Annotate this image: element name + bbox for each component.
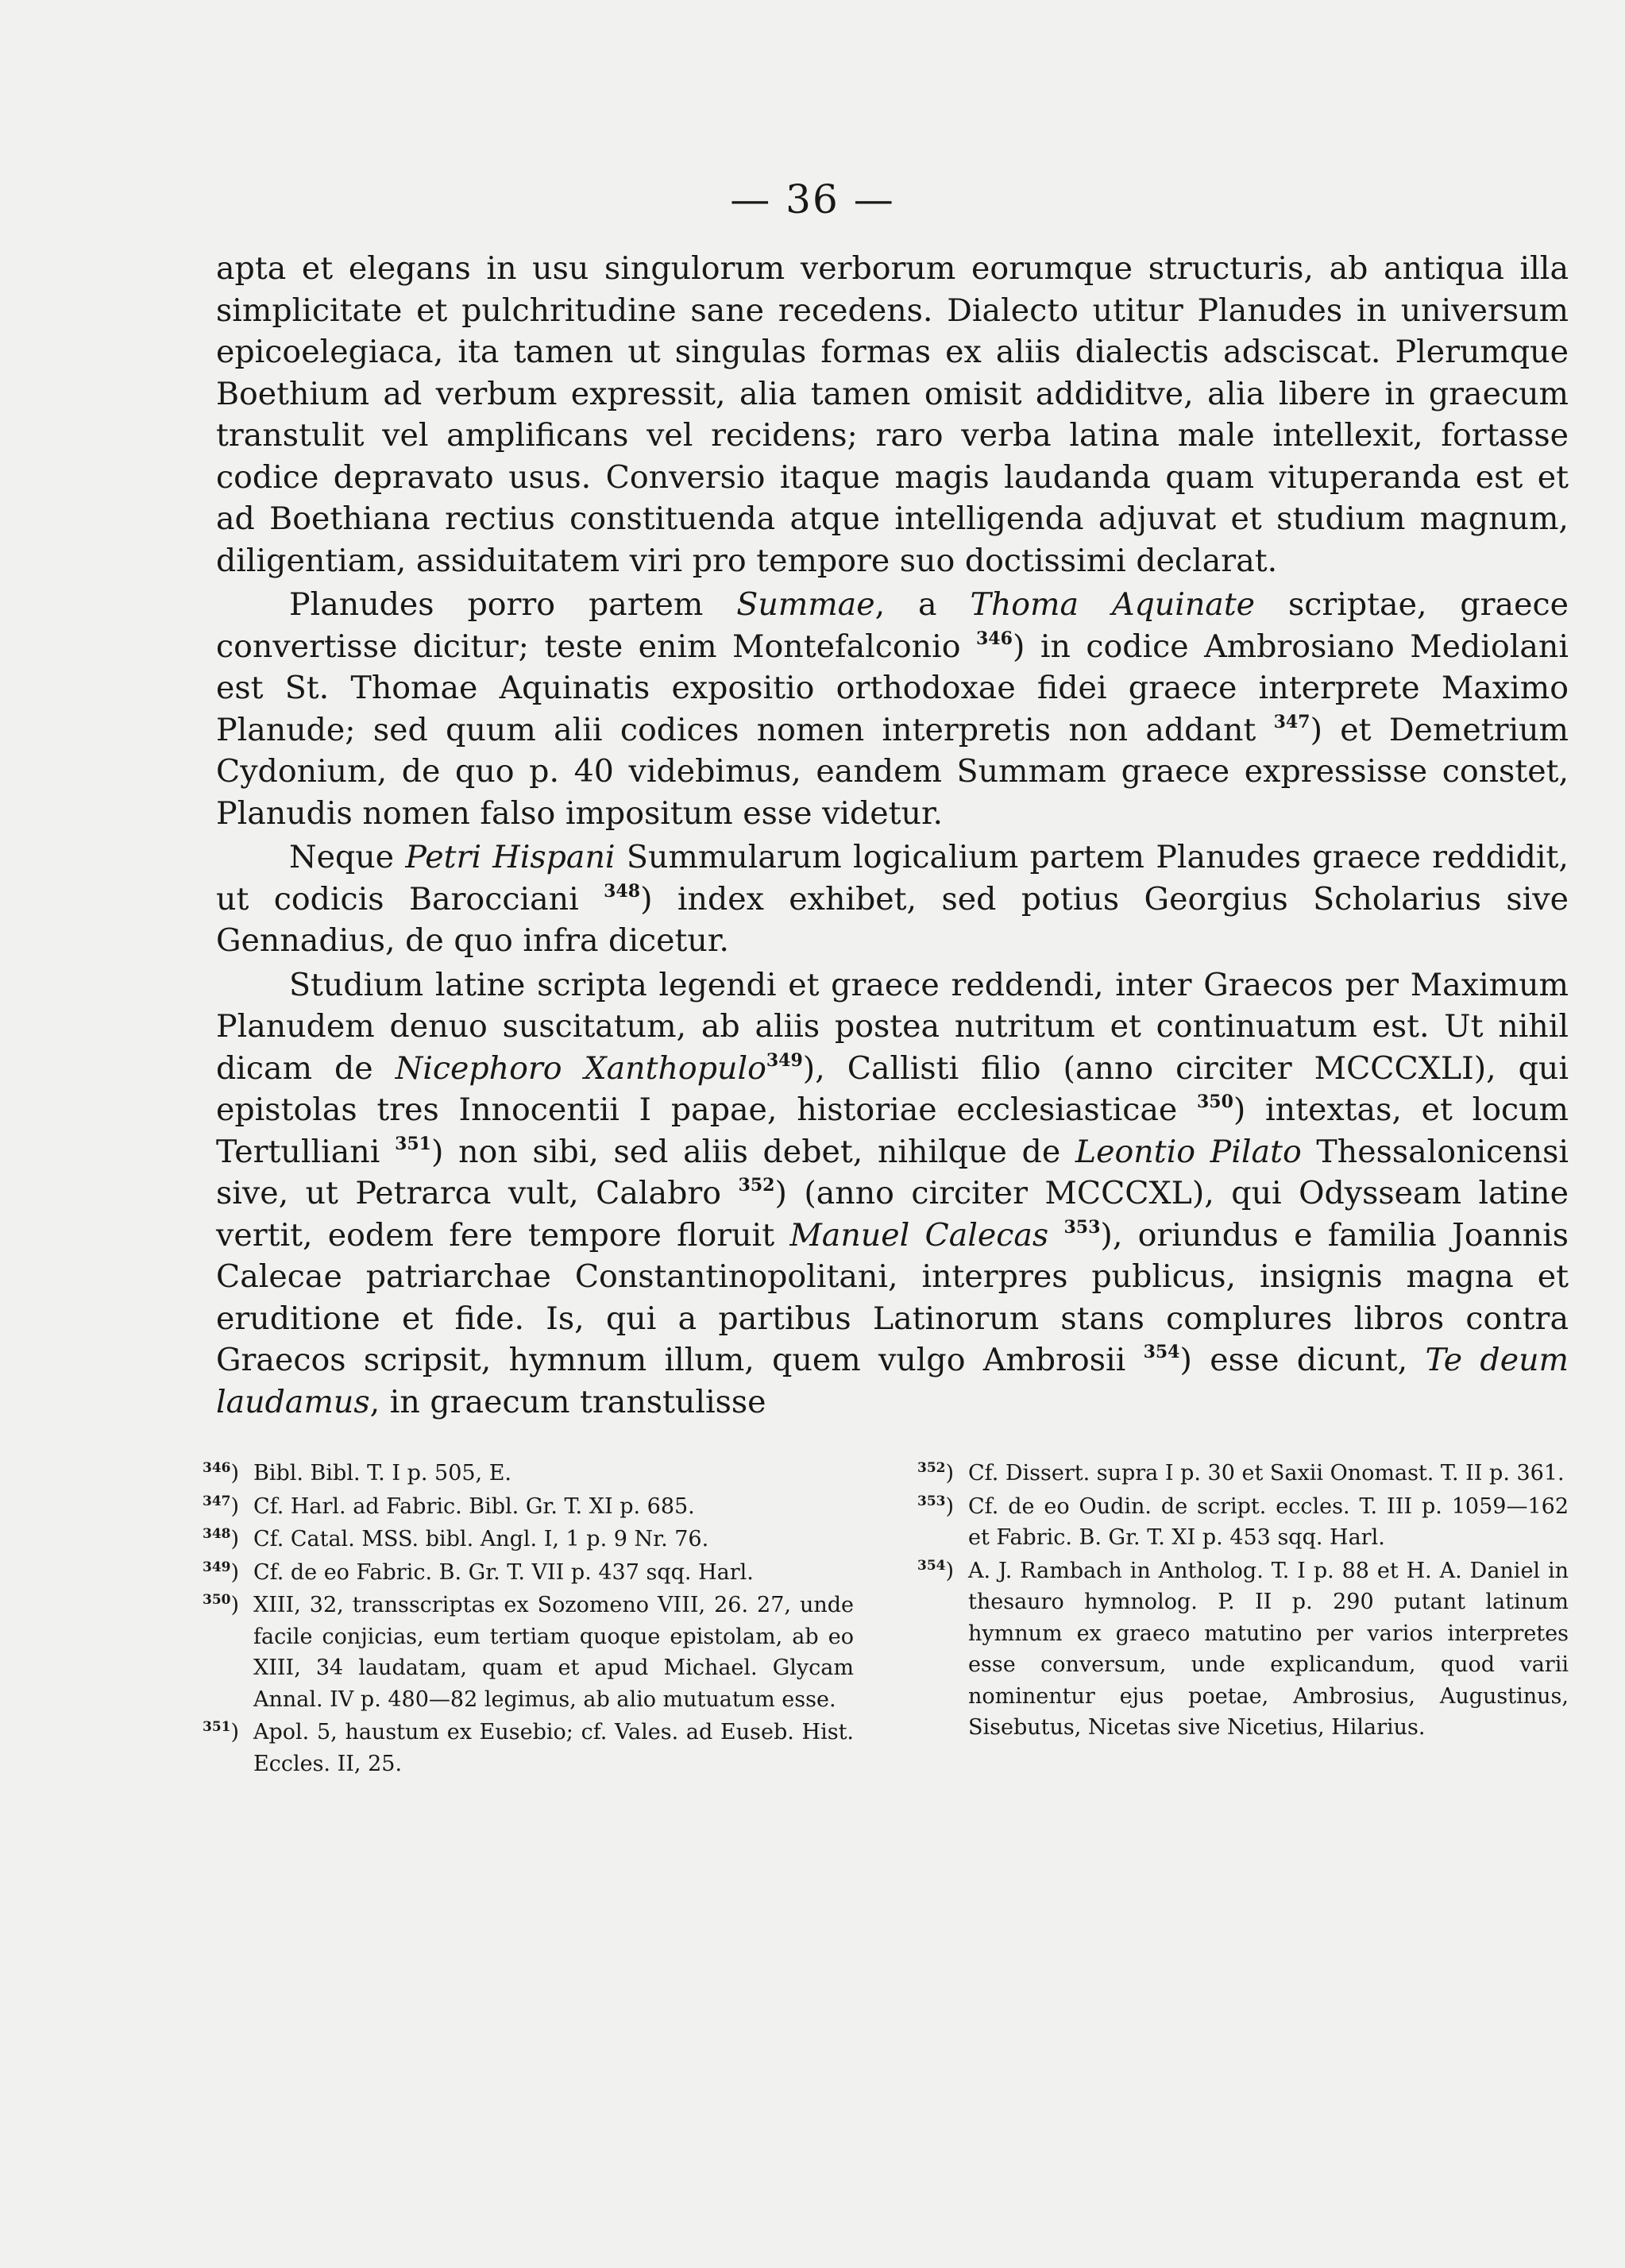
- paragraph: [216, 248, 1569, 581]
- footnote-marker: $^{348}$): [203, 1526, 240, 1551]
- footnote-text: XIII, 32, transscriptas ex Sozomeno VIII, 26. 27, unde facile conjicias, eum tertiam quoque epistolam, ab eo XIII, 34 laudatam, quam et apud Michael. Glycam Annal. IV p. 480—82 legimus, ab alio mutuatum esse.: [253, 1593, 854, 1712]
- text-run: Studium latine scripta legendi et graece reddendi, inter Graecos per Maximum Planudem denuo suscitatum, ab aliis postea nutritum et continuatum est. Ut nihil dicam de: [216, 966, 1569, 1087]
- footnote-ref: 348: [604, 880, 641, 902]
- footnote-number: 349: [203, 1559, 231, 1575]
- footnote-ref: 347: [1273, 711, 1310, 732]
- paragraph: [216, 964, 1569, 1424]
- page-number: — 36 —: [730, 176, 895, 222]
- footnote-marker: $^{346}$): [203, 1460, 240, 1486]
- text-run: ) esse dicunt,: [1179, 1342, 1426, 1378]
- footnote: [917, 1555, 1569, 1744]
- text-run: Thessalonicensi sive, ut Petrarca vult, Calabro: [216, 1133, 1569, 1211]
- italic-name: Manuel Calecas: [789, 1216, 1049, 1254]
- text-run: ) et Demetrium Cydonium, de quo p. 40 videbimus, eandem Summam graece expressisse constet, Planudis nomen falso impositum esse videtur.: [216, 711, 1569, 832]
- italic-name: Nicephoro Xanthopulo: [395, 1049, 766, 1087]
- footnote-text: Cf. Catal. MSS. bibl. Angl. I, 1 p. 9 Nr. 76.: [253, 1527, 709, 1551]
- footnote-marker: $^{353}$): [917, 1493, 955, 1519]
- text-run: [1048, 1217, 1063, 1254]
- italic-name: Petri Hispani: [405, 839, 616, 875]
- footnote-number: 352: [917, 1460, 946, 1476]
- footnote-ref: 352: [738, 1175, 775, 1196]
- text-run: Summularum logicalium partem Planudes graece reddidit, ut codicis Barocciani: [216, 839, 1569, 918]
- footnote: [203, 1491, 854, 1523]
- paragraph: [216, 584, 1569, 834]
- text-run: , a: [874, 586, 971, 623]
- footnote-number: 351: [203, 1719, 231, 1735]
- footnote-text: Cf. de eo Fabric. B. Gr. T. VII p. 437 sqq. Harl.: [253, 1559, 754, 1585]
- footnote-marker: $^{351}$): [203, 1719, 240, 1744]
- footnote: [917, 1491, 1569, 1554]
- main-text: [216, 248, 1569, 1423]
- text-run: ) (anno circiter MCCCXL), qui Odysseam latine vertit, eodem fere tempore floruit: [216, 1175, 1569, 1254]
- footnote-text: Apol. 5, haustum ex Eusebio; cf. Vales. ad Euseb. Hist. Eccles. II, 25.: [253, 1720, 854, 1776]
- footnote-ref: 353: [1063, 1216, 1101, 1238]
- footnote-text: Cf. Dissert. supra I p. 30 et Saxii Onomast. T. II p. 361.: [968, 1461, 1565, 1486]
- text-run: ) non sibi, sed aliis debet, nihilque de: [431, 1133, 1075, 1170]
- footnote-number: 354: [917, 1557, 946, 1574]
- text-run: ) index exhibet, sed potius Georgius Scholarius sive Gennadius, de quo infra dicetur.: [216, 880, 1569, 959]
- footnote-marker: $^{354}$): [917, 1557, 955, 1583]
- footnote-text: Cf. de eo Oudin. de script. eccles. T. III p. 1059—162 et Fabric. B. Gr. T. XI p. 453 sqq. Harl.: [968, 1493, 1569, 1550]
- footnote-number: 348: [203, 1526, 231, 1542]
- text-run: ), oriundus e familia Joannis Calecae patriarchae Constantinopolitani, interpres publicus, insignis magna et eruditione et fide. Is, qui a partibus Latinorum stans complures libros contra Graecos scripsit, hymnum illum, quem vulgo Ambrosii: [216, 1216, 1569, 1378]
- footnote-number: 346: [203, 1460, 231, 1476]
- italic-name: Leontio Pilato: [1075, 1133, 1302, 1170]
- footnote-marker: $^{350}$): [203, 1592, 240, 1617]
- footnote: [203, 1717, 854, 1779]
- text-run: apta et elegans in usu singulorum verborum eorumque structuris, ab antiqua illa simplicitate et pulchritudine sane recedens. Dialecto utitur Planudes in universum epicoelegiaca, ita tamen ut singulas formas ex aliis dialectis adsciscat. Plerumque Boethium ad verbum expressit, alia tamen omisit addiditve, alia libere in graecum transtulit vel amplificans vel recidens; raro verba latina male intellexit, fortasse codice depravato usus. Conversio itaque magis laudanda quam vituperanda est et ad Boethiana rectius constituenda atque intelligenda adjuvat et studium magnum, diligentiam, assiduitatem viri pro tempore suo doctissimi declarat.: [216, 250, 1569, 579]
- footnote-marker: $^{347}$): [203, 1493, 240, 1519]
- footnote-number: 353: [917, 1493, 946, 1509]
- footnote: [917, 1458, 1569, 1489]
- footnote-text: A. J. Rambach in Antholog. T. I p. 88 et H. A. Daniel in thesauro hymnolog. P. II p. 290 putant latinum hymnum ex graeco matutino per varios interpretes esse conversum, unde explicandum, quod varii nominentur ejus poetae, Ambrosius, Augustinus, Sisebutus, Nicetas sive Nicetius, Hilarius.: [968, 1558, 1569, 1740]
- italic-name: Summae: [736, 586, 875, 623]
- footnote-ref: 350: [1196, 1091, 1233, 1112]
- footnote: [203, 1458, 854, 1489]
- footnote: [203, 1557, 854, 1589]
- footnote-ref: 346: [976, 628, 1013, 649]
- footnote-text: Cf. Harl. ad Fabric. Bibl. Gr. T. XI p. 685.: [253, 1493, 695, 1519]
- italic-name: Thoma Aquinate: [970, 586, 1256, 623]
- text-run: ) intextas, et locum Tertulliani: [216, 1091, 1569, 1170]
- footnote-text: Bibl. Bibl. T. I p. 505, E.: [253, 1461, 512, 1486]
- footnote: [203, 1524, 854, 1555]
- footnote-ref: 351: [395, 1133, 431, 1154]
- footnotes-right-column: [917, 1458, 1569, 1781]
- footnotes: [203, 1458, 1569, 1781]
- italic-name: Te deum laudamus: [216, 1342, 1569, 1420]
- text-run: ), Callisti filio (anno circiter MCCCXLI), qui epistolas tres Innocentii I papae, historiae ecclesiasticae: [216, 1049, 1569, 1128]
- text-run: , in graecum transtulisse: [369, 1383, 766, 1420]
- text-run: Planudes porro partem: [289, 586, 737, 623]
- footnote-ref: 354: [1143, 1342, 1180, 1362]
- footnote-marker: $^{349}$): [203, 1559, 240, 1585]
- paragraph: [216, 836, 1569, 962]
- text-run: scriptae, graece convertisse dicitur; teste enim Montefalconio: [216, 586, 1569, 665]
- footnote-number: 347: [203, 1493, 231, 1509]
- footnote-ref: 349: [766, 1049, 803, 1071]
- footnote-marker: $^{352}$): [917, 1460, 955, 1486]
- text-run: ) in codice Ambrosiano Mediolani est St. Thomae Aquinatis expositio orthodoxae fidei graece interprete Maximo Planude; sed quum alii codices nomen interpretis non addant: [216, 628, 1569, 748]
- footnote-number: 350: [203, 1592, 231, 1608]
- footnote: [203, 1590, 854, 1715]
- text-run: Neque: [289, 839, 406, 875]
- footnotes-left-column: [203, 1458, 854, 1781]
